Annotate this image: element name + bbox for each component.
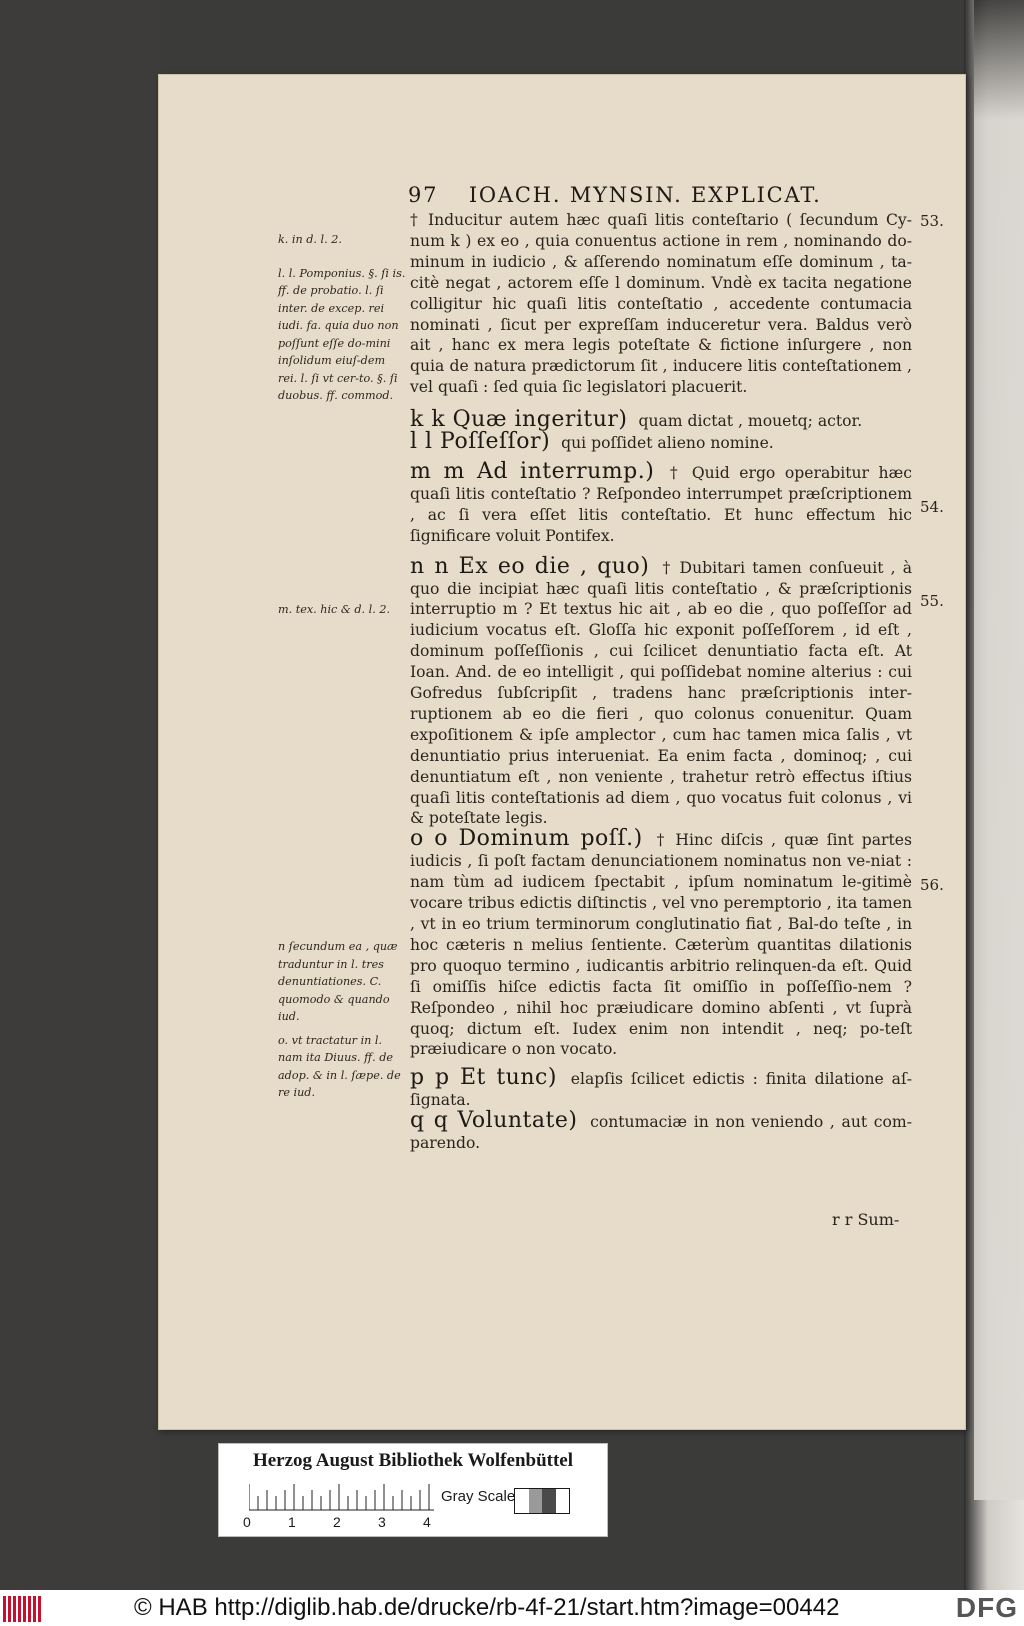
paragraph-pp: p p Et tunc) elapſis ſcilicet edictis : finita dilatione aſ-ſignata. [410, 1065, 912, 1110]
running-header [408, 183, 908, 207]
lemma-pp: p p Et tunc) [410, 1065, 557, 1091]
lemma-mm: m m Ad interrump.) [410, 458, 655, 484]
section-number-53: 53. [920, 212, 944, 230]
source-url-link[interactable]: © HAB http://diglib.hab.de/drucke/rb-4f-21/start.htm?image=00442 [134, 1594, 840, 1621]
lemma-ll: l l Poſſeſſor) [410, 429, 551, 455]
main-text [410, 210, 912, 1154]
margin-note-o: o. vt tractatur in l. nam ita Diuus. ff. de adop. & in l. ſæpe. de re iud. [278, 1033, 401, 1099]
lemma-oo: o o Dominum poſſ.) [410, 826, 643, 852]
margin-note-m: m. tex. hic & d. l. 2. [278, 602, 391, 616]
lemma-kk: k k Quæ ingeritur) [410, 407, 628, 433]
library-name: Herzog August Bibliothek Wolfenbüttel [252, 1450, 574, 1471]
section-number-56: 56. [920, 876, 944, 894]
scan-background-left [0, 0, 160, 1590]
lemma-nn: n n Ex eo die , quo) [410, 553, 650, 579]
gray-scale-label: Gray Scale [441, 1488, 516, 1505]
margin-note-n: n ſecundum ea , quæ traduntur in l. tres denuntiationes. C. quomodo & quando iud. [278, 940, 398, 1023]
hab-logo-icon [3, 1596, 47, 1622]
dfg-logo: DFG [955, 1592, 1018, 1623]
scan-background-right [964, 0, 1024, 1590]
margin-note-k: k. in d. l. 2. [278, 233, 342, 246]
section-number-54: 54. [920, 498, 944, 516]
margin-notes [278, 231, 406, 1102]
viewer-footer [0, 1590, 1024, 1626]
running-title: IOACH. MYNSIN. EXPLICAT. [468, 183, 822, 207]
paragraph-mm: m m Ad interrump.) † Quid ergo operabitur hæc quaſi litis conteſtatio ? Reſpondeo interrumpet præſcriptionem , ac ſi vera eſſet litis conteſtatio. Et hunc effectum hic ſignificare voluit Pontifex. [410, 458, 912, 545]
paragraph-ll: l l Poſſeſſor) qui poſſidet alieno nomine. [410, 429, 774, 455]
paragraph-nn: n n Ex eo die , quo) † Dubitari tamen conſueuit , à quo die incipiat hæc quaſi litis conteſtatio , & præſcriptionis interruptio m ? Et textus hic ait , ab eo die , quo poſſeſſor ad iudicium vocatus eſt. Gloſſa hic exponit poſſeſſorem , id eſt , dominum poſſeſſionis , cui ſcilicet denuntiatio facta eſt. At Ioan. And. de eo intelligit , qui poſſidebat nomine alterius : cui Gofredus ſubſcripſit , tradens hanc præſcriptionis inter-ruptionem ab eo die fieri , quo colonus conuenitur. Quam expoſitionem & ipſe amplector , cum hac tamen mica ſalis , vt denuntiatio prius interueniat. Ea enim facta , dominoq; , cui denuntiatum eſt , non veniente , trahetur retrò effectus iſtius quaſi litis conteſtationis ad diem , quo vocatus fuit colonus , vi & poteſtate legis. [410, 553, 912, 828]
library-color-card: Herzog August Bibliothek Wolfenbüttel Gray Scale 0 1 2 3 4 [218, 1443, 608, 1537]
margin-note-l: l. l. Pomponius. §. ſi is. ff. de probatio. l. ſi inter. de excep. rei iudi. fa. quia duo non poſſunt eſſe do-mini inſolidum eiuſ-dem rei. l. ſi vt cer-to. §. ſi duobus. ff. commod. [278, 266, 406, 402]
paragraph-qq: q q Voluntate) contumaciæ in non veniendo , aut com-parendo. [410, 1108, 912, 1153]
page-number: 97 [408, 183, 439, 207]
section-number-55: 55. [920, 592, 944, 610]
paragraph-kk: k k Quæ ingeritur) quam dictat , mouetq; actor. [410, 407, 863, 433]
lemma-qq: q q Voluntate) [410, 1108, 578, 1134]
gray-scale-swatches [514, 1488, 570, 1514]
paragraph-oo: o o Dominum poſſ.) † Hinc diſcis , quæ ſint partes iudicis , ſi poſt factam denunciationem nominatus non ve-niat : nam tùm ad iudicem ſpectabit , ipſum nominatum le-gitimè vocare tribus edictis diſtinctis , vel vno peremptorio , ita tamen , vt in eo trium terminorum conglutinatio fiat , Bal-do teſte , in hoc cæteris n melius ſentiente. Cæterùm quantitas dilationis pro quoquo termino , iudicantis arbitrio relinquen-da eſt. Quid ſi omiſſis hiſce edictis facta ſit omiſſio in poſſeſſio-nem ? Reſpondeo , nihil hoc præiudicare domino abſenti , vt ſuprà quoq; dictum eſt. Iudex enim non intendit , neq; po-teſt præiudicare o non vocato. [410, 826, 912, 1059]
paragraph-intro: † Inducitur autem hæc quaſi litis conteſtario ( ſecundum Cy-num k ) ex eo , quia conuentus actione in rem , nominando do-minum in iudicio , & aſſerendo nominatum eſſe dominum , ta-citè negat , actorem eſſe l dominum. Vndè ex tacita negatione colligitur hic quaſi litis conteſtatio , accedente contumacia nominati , ſicut per expreſſam induceretur vera. Baldus verò ait , hanc ex mera legis poteſtate & fictione inſurgere , non quia de natura prædictorum ſit , inducere litis conteſtationem , vel quaſi : ſed quia ſic legislatori placuerit. [410, 211, 912, 397]
catchword: r r Sum- [832, 1210, 900, 1229]
